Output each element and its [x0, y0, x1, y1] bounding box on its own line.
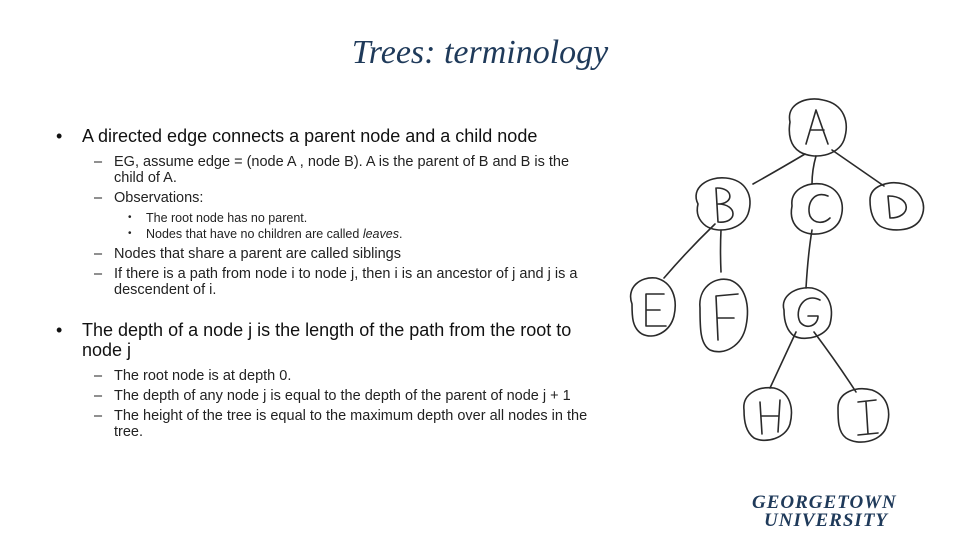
dash-marker: –	[94, 154, 103, 170]
tree-node-c	[791, 184, 842, 234]
bullet-marker: •	[128, 228, 132, 239]
tree-node-g	[783, 288, 831, 339]
sub-bullet	[56, 408, 596, 440]
tree-node-e	[631, 278, 676, 336]
tree-edges	[664, 150, 884, 392]
dash-marker: –	[94, 246, 103, 262]
tree-node-d	[870, 183, 923, 230]
period: .	[398, 227, 403, 241]
sub-bullet-text: The depth of any node j is equal to the depth of the parent of node j + 1	[114, 388, 571, 404]
sub-bullet	[56, 368, 596, 384]
dash-marker: –	[94, 266, 103, 282]
tree-node-h	[744, 388, 792, 441]
sub-sub-bullet-text: The root node has no parent.	[146, 211, 308, 225]
georgetown-logo	[752, 494, 942, 530]
logo-line-1: GEORGETOWN	[752, 492, 897, 513]
tree-node-b	[696, 178, 750, 230]
sub-sub-bullet	[56, 210, 596, 226]
bullet-marker: •	[56, 126, 63, 146]
bullet-1	[56, 126, 596, 146]
sub-bullet-text: The height of the tree is equal to the maximum depth over all nodes in the tree.	[114, 408, 588, 440]
bullet-1-text: A directed edge connects a parent node and a child node	[82, 126, 538, 146]
hand-drawn-tree-diagram	[618, 92, 948, 472]
dash-marker: –	[94, 388, 103, 404]
sub-bullet	[56, 154, 596, 186]
tree-node-i	[838, 389, 889, 442]
edge-b-f	[721, 230, 722, 272]
slide-title: Trees: terminology	[351, 34, 609, 71]
sub-bullet-text: Nodes that share a parent are called siblings	[114, 246, 401, 262]
sub-bullet	[56, 388, 596, 404]
edge-a-d	[832, 150, 884, 186]
logo-line-2: UNIVERSITY	[764, 510, 889, 531]
leaves-term: leaves	[362, 227, 399, 241]
sub-bullet	[56, 266, 596, 298]
edge-a-c	[812, 156, 816, 184]
tree-node-a	[789, 99, 846, 156]
sub-bullet-text: Observations:	[114, 190, 204, 206]
slide-body	[56, 126, 596, 440]
bullet-2	[56, 320, 596, 360]
sub-bullet	[56, 190, 596, 206]
edge-g-h	[770, 332, 796, 388]
sub-bullet-text: The root node is at depth 0.	[114, 368, 292, 384]
bullet-marker: •	[56, 320, 63, 340]
dash-marker: –	[94, 190, 103, 206]
edge-g-i	[814, 332, 856, 392]
bullet-marker: •	[128, 212, 132, 223]
edge-c-g	[806, 230, 812, 288]
dash-marker: –	[94, 368, 103, 384]
sub-bullet	[56, 246, 596, 262]
dash-marker: –	[94, 408, 103, 424]
edge-a-b	[753, 154, 805, 184]
sub-bullet-text: EG, assume edge = (node A , node B). A is the parent of B and B is the child of A.	[114, 154, 570, 186]
edge-b-e	[664, 224, 715, 278]
sub-sub-bullet	[56, 226, 596, 242]
bullet-2-text: The depth of a node j is the length of the path from the root to node j	[82, 320, 572, 360]
tree-node-f	[700, 279, 748, 351]
sub-bullet-text: If there is a path from node i to node j, then i is an ancestor of j and j is a descendent of i.	[114, 266, 578, 298]
sub-sub-bullet-text: Nodes that have no children are called	[146, 227, 360, 241]
